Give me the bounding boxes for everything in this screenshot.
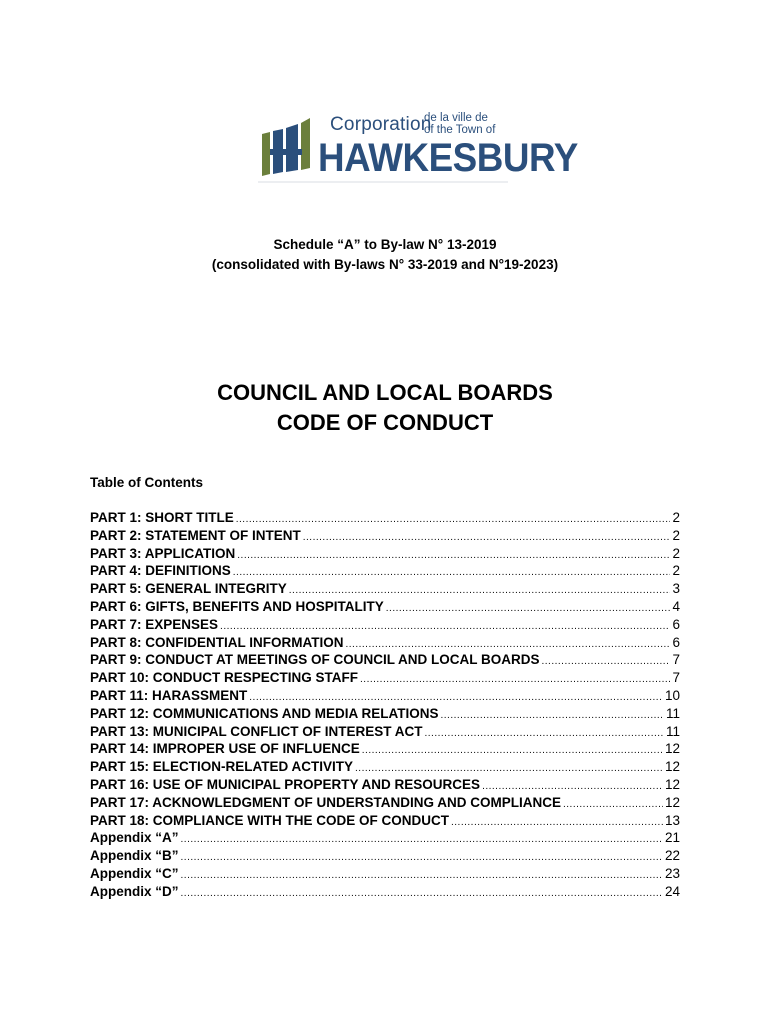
toc-entry[interactable] xyxy=(90,617,680,635)
logo-english-text: of the Town of xyxy=(424,124,496,136)
toc-entry-page: 2 xyxy=(672,545,680,561)
toc-entry-label: PART 9: CONDUCT AT MEETINGS OF COUNCIL AND LOCAL BOARDS xyxy=(90,652,540,668)
toc-heading: Table of Contents xyxy=(90,475,203,490)
toc-entry-page: 23 xyxy=(664,865,680,881)
toc-entry-label: PART 2: STATEMENT OF INTENT xyxy=(90,527,301,543)
toc-entry[interactable] xyxy=(90,563,680,581)
toc-entry[interactable] xyxy=(90,830,680,848)
toc-dot-leader xyxy=(181,884,663,899)
toc-entry-label: PART 17: ACKNOWLEDGMENT OF UNDERSTANDING AND COMPLIANCE xyxy=(90,794,561,810)
toc-entry[interactable] xyxy=(90,724,680,742)
toc-entry[interactable] xyxy=(90,635,680,653)
toc-dot-leader xyxy=(441,706,664,721)
toc-entry[interactable] xyxy=(90,848,680,866)
toc-entry-label: PART 18: COMPLIANCE WITH THE CODE OF CONDUCT xyxy=(90,812,449,828)
toc-entry-label: PART 7: EXPENSES xyxy=(90,616,219,632)
toc-entry-label: PART 10: CONDUCT RESPECTING STAFF xyxy=(90,670,359,686)
toc-dot-leader xyxy=(220,617,670,632)
toc-entry-page: 12 xyxy=(664,794,680,810)
logo-corporation-text: Corporation xyxy=(330,114,432,135)
toc-entry-label: Appendix “A” xyxy=(90,830,179,846)
toc-entry-label: PART 13: MUNICIPAL CONFLICT OF INTEREST ACT xyxy=(90,723,423,739)
toc-dot-leader xyxy=(563,795,663,810)
toc-entry-label: PART 3: APPLICATION xyxy=(90,545,236,561)
toc-entry[interactable] xyxy=(90,759,680,777)
toc-dot-leader xyxy=(303,528,671,543)
toc-entry-label: PART 4: DEFINITIONS xyxy=(90,563,231,579)
toc-entry[interactable] xyxy=(90,688,680,706)
hawkesbury-logo xyxy=(258,112,578,192)
toc-dot-leader xyxy=(362,741,663,756)
toc-dot-leader xyxy=(451,813,663,828)
toc-dot-leader xyxy=(355,759,663,774)
toc-entry-page: 2 xyxy=(672,527,680,543)
document-title-line-1: COUNCIL AND LOCAL BOARDS xyxy=(217,380,553,405)
toc-entry-page: 11 xyxy=(665,705,680,721)
toc-entry[interactable] xyxy=(90,510,680,528)
toc-dot-leader xyxy=(289,581,671,596)
toc-entry[interactable] xyxy=(90,741,680,759)
toc-entry-page: 7 xyxy=(672,670,680,686)
toc-entry-page: 10 xyxy=(664,687,680,703)
toc-dot-leader xyxy=(482,777,663,792)
logo-town-name: HAWKESBURY xyxy=(318,136,578,180)
toc-entry-label: PART 16: USE OF MUNICIPAL PROPERTY AND RESOURCES xyxy=(90,776,481,792)
toc-entry-page: 13 xyxy=(664,812,680,828)
toc-entry-page: 2 xyxy=(672,563,680,579)
toc-entry-label: PART 15: ELECTION-RELATED ACTIVITY xyxy=(90,759,354,775)
toc-entry-label: PART 14: IMPROPER USE OF INFLUENCE xyxy=(90,741,360,757)
document-title-line-2: CODE OF CONDUCT xyxy=(276,410,494,435)
toc-dot-leader xyxy=(360,670,670,685)
toc-entry-page: 3 xyxy=(672,581,680,597)
toc-entry[interactable] xyxy=(90,670,680,688)
toc-entry-page: 6 xyxy=(672,616,680,632)
toc-entry[interactable] xyxy=(90,599,680,617)
toc-entry-label: PART 5: GENERAL INTEGRITY xyxy=(90,581,287,597)
logo-french-text: de la ville de xyxy=(424,112,488,124)
toc-entry[interactable] xyxy=(90,528,680,546)
toc-entry[interactable] xyxy=(90,813,680,831)
toc-dot-leader xyxy=(386,599,671,614)
toc-entry-page: 22 xyxy=(664,848,680,864)
toc-entry-page: 11 xyxy=(665,723,680,739)
toc-entry[interactable] xyxy=(90,581,680,599)
toc-entry-page: 7 xyxy=(672,652,680,668)
toc-entry-page: 21 xyxy=(664,830,680,846)
schedule-line-1: Schedule “A” to By-law N° 13-2019 xyxy=(273,237,497,252)
toc-entry-page: 12 xyxy=(664,776,680,792)
toc-entry-page: 4 xyxy=(672,598,680,614)
toc-dot-leader xyxy=(346,635,671,650)
toc-entry-page: 12 xyxy=(664,759,680,775)
toc-entry-label: Appendix “D” xyxy=(90,883,179,899)
toc-entry[interactable] xyxy=(90,652,680,670)
toc-entry-label: Appendix “B” xyxy=(90,848,179,864)
schedule-line-2: (consolidated with By-laws N° 33-2019 and N°19-2023) xyxy=(211,257,559,272)
toc-entry[interactable] xyxy=(90,866,680,884)
toc-entry-label: PART 12: COMMUNICATIONS AND MEDIA RELATIONS xyxy=(90,705,439,721)
toc-entry-page: 2 xyxy=(672,510,680,525)
toc-entry-label: PART 11: HARASSMENT xyxy=(90,687,248,703)
toc-entry[interactable] xyxy=(90,884,680,902)
toc-entry[interactable] xyxy=(90,706,680,724)
toc-dot-leader xyxy=(181,866,663,881)
toc-dot-leader xyxy=(236,510,671,525)
toc-entry-label: PART 8: CONFIDENTIAL INFORMATION xyxy=(90,634,344,650)
table-of-contents xyxy=(90,510,680,902)
toc-entry[interactable] xyxy=(90,777,680,795)
toc-dot-leader xyxy=(181,830,663,845)
toc-entry-page: 6 xyxy=(672,634,680,650)
toc-entry-page: 24 xyxy=(664,883,680,899)
toc-entry-label: Appendix “C” xyxy=(90,865,179,881)
toc-dot-leader xyxy=(233,563,671,578)
toc-entry[interactable] xyxy=(90,795,680,813)
toc-dot-leader xyxy=(542,652,671,667)
toc-dot-leader xyxy=(181,848,663,863)
toc-entry[interactable] xyxy=(90,546,680,564)
toc-dot-leader xyxy=(249,688,663,703)
toc-entry-label: PART 6: GIFTS, BENEFITS AND HOSPITALITY xyxy=(90,598,384,614)
toc-dot-leader xyxy=(425,724,664,739)
toc-dot-leader xyxy=(237,546,670,561)
toc-entry-label: PART 1: SHORT TITLE xyxy=(90,510,234,525)
toc-entry-page: 12 xyxy=(664,741,680,757)
